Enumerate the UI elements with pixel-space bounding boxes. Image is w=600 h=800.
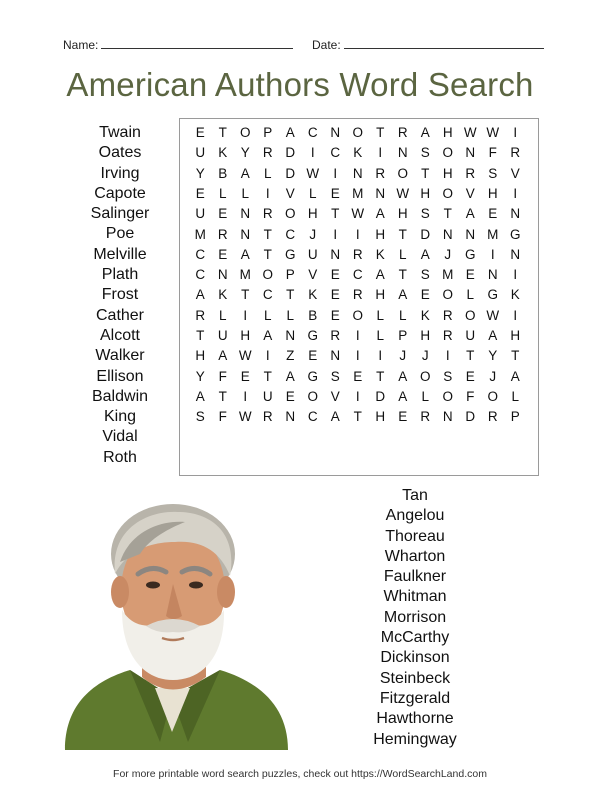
grid-letter: L (376, 307, 384, 323)
grid-letter: U (465, 328, 476, 343)
grid-letter: H (442, 165, 453, 181)
grid-letter: U (195, 145, 206, 161)
grid-letter: G (487, 287, 498, 303)
grid-letter: N (442, 409, 453, 425)
grid-letter: H (420, 328, 431, 343)
grid-letter: R (420, 409, 431, 425)
grid-letter: S (420, 267, 430, 283)
word-list-item: Twain (99, 124, 141, 141)
word-list-left (80, 123, 160, 468)
grid-letter: S (330, 368, 340, 384)
grid-letter: I (513, 307, 518, 323)
grid-letter: R (510, 145, 521, 161)
grid-letter: I (513, 267, 518, 283)
word-list-item: Frost (101, 286, 139, 304)
word-list-right (355, 486, 475, 750)
grid-letter: A (330, 409, 340, 425)
grid-letter: E (353, 368, 363, 384)
grid-letter: C (195, 246, 206, 262)
grid-letter: O (442, 145, 453, 161)
grid-letter: A (510, 368, 520, 384)
grid-letter: M (194, 226, 206, 242)
grid-letter: O (307, 388, 318, 404)
grid-letter: M (442, 267, 454, 283)
grid-letter: B (218, 165, 228, 181)
grid-letter: N (285, 409, 296, 425)
date-line (344, 38, 544, 49)
grid-letter: O (352, 125, 363, 140)
grid-letter: E (330, 307, 340, 323)
grid-letter: H (240, 328, 251, 343)
grid-letter: N (352, 165, 363, 181)
grid-letter: J (399, 348, 407, 364)
grid-letter: N (330, 348, 341, 364)
grid-letter: G (307, 328, 318, 343)
grid-letter: T (376, 125, 385, 140)
grid-letter: N (397, 145, 408, 161)
grid-letter: O (239, 125, 251, 140)
author-portrait (60, 492, 290, 752)
grid-letter: I (355, 348, 360, 364)
grid-letter: D (375, 388, 386, 404)
grid-letter: E (398, 409, 408, 425)
grid-letter: N (510, 206, 521, 222)
word-list-item: King (103, 408, 137, 426)
grid-letter: V (285, 185, 295, 201)
grid-letter: Y (195, 165, 205, 181)
grid-letter: I (513, 185, 518, 201)
grid-letter: H (397, 206, 408, 222)
grid-letter: Y (195, 368, 205, 384)
word-list-item: Oates (98, 144, 142, 162)
grid-letter: D (285, 165, 296, 181)
grid-letter: K (420, 307, 430, 323)
footer-note: For more printable word search puzzles, check out https://WordSearchLand.com (113, 768, 487, 780)
grid-letter: I (355, 388, 360, 404)
word-list-item: Steinbeck (379, 669, 451, 687)
word-list-item: McCarthy (380, 629, 450, 647)
grid-letter: G (307, 368, 318, 384)
grid-letter: L (263, 165, 272, 181)
grid-letter: G (464, 246, 476, 262)
grid-letter: A (398, 287, 408, 303)
grid-letter: I (445, 348, 450, 364)
grid-letter: G (284, 246, 296, 262)
grid-letter: H (375, 226, 386, 242)
grid-letter: R (352, 287, 363, 303)
grid-letter: F (466, 388, 475, 404)
grid-letter: W (463, 125, 477, 140)
grid-letter: L (398, 307, 407, 323)
grid-letter: L (511, 388, 519, 404)
word-list-item: Salinger (90, 205, 150, 223)
grid-letter: T (331, 206, 340, 222)
grid-letter: I (310, 145, 315, 161)
grid-letter: K (375, 246, 385, 262)
grid-letter: L (263, 307, 272, 323)
grid-letter: H (375, 409, 386, 425)
grid-letter: H (420, 185, 431, 201)
grid-letter: R (330, 328, 341, 343)
grid-letter: I (265, 185, 270, 201)
grid-letter: I (243, 388, 248, 404)
grid-letter: A (398, 388, 408, 404)
grid-letter: F (488, 145, 497, 161)
word-list-item: Angelou (385, 507, 445, 525)
grid-letter: A (195, 287, 205, 303)
grid-letter: D (465, 409, 476, 425)
grid-letter: T (443, 206, 452, 222)
grid-letter: N (465, 145, 476, 161)
grid-letter: S (488, 165, 498, 181)
grid-letter: B (308, 307, 318, 323)
date-field (312, 38, 544, 52)
grid-letter: R (262, 145, 273, 161)
grid-letter: V (510, 165, 520, 181)
grid-letter: C (262, 287, 273, 303)
grid-letter: L (218, 185, 227, 201)
grid-letter: P (510, 409, 520, 425)
grid-letter: A (285, 125, 295, 140)
grid-letter: R (442, 328, 453, 343)
grid-letter: J (421, 348, 429, 364)
grid-letter: N (510, 246, 521, 262)
grid-letter: I (355, 328, 360, 343)
grid-letter: H (442, 125, 453, 140)
grid-letter: S (420, 145, 430, 161)
grid-letter: J (309, 226, 317, 242)
grid-letter: H (375, 287, 386, 303)
grid-letter: R (262, 409, 273, 425)
grid-letter: U (307, 246, 318, 262)
grid-letter: R (442, 307, 453, 323)
grid-letter: S (443, 368, 453, 384)
word-search-grid (179, 118, 539, 476)
grid-letter: I (378, 145, 383, 161)
word-list-item: Roth (103, 448, 137, 466)
grid-letter: W (306, 165, 320, 181)
grid-letter: A (488, 328, 498, 343)
grid-letter: S (195, 409, 205, 425)
bearded-author-portrait (60, 492, 290, 752)
grid-letter: E (285, 388, 295, 404)
grid-letter: W (486, 307, 500, 323)
grid-letter: E (308, 348, 318, 364)
grid-letter: W (486, 125, 500, 140)
grid-letter: Y (240, 145, 250, 161)
grid-letter: J (444, 246, 452, 262)
grid-letter: F (218, 409, 227, 425)
word-list-item: Melville (93, 245, 147, 263)
grid-letter: T (286, 287, 295, 303)
grid-letter: C (195, 267, 206, 283)
word-list-item: Fitzgerald (379, 689, 451, 707)
grid-letter: I (355, 226, 360, 242)
grid-letter: O (397, 165, 408, 181)
grid-letter: D (420, 226, 431, 242)
name-field (63, 38, 293, 52)
word-list-item: Baldwin (91, 387, 149, 405)
grid-letter: N (375, 185, 386, 201)
grid-letter: V (330, 388, 340, 404)
grid-letter: A (263, 328, 273, 343)
word-list-item: Walker (95, 347, 145, 365)
grid-letter: T (218, 388, 227, 404)
grid-letter: V (465, 185, 475, 201)
grid-letter: O (419, 368, 431, 384)
grid-letter: H (510, 328, 521, 343)
grid-letter: G (509, 226, 521, 242)
grid-letter: M (239, 267, 251, 283)
grid-letter: U (195, 206, 206, 222)
word-list-item: Hawthorne (376, 710, 454, 728)
grid-letter: L (218, 307, 227, 323)
word-list-item: Thoreau (385, 527, 445, 545)
grid-letter: E (420, 287, 430, 303)
grid-letter: T (263, 368, 272, 384)
grid-letter: E (218, 246, 228, 262)
grid-letter: H (487, 185, 498, 201)
grid-letter: E (488, 206, 498, 222)
grid-letter: E (218, 206, 228, 222)
word-list-item: Plath (101, 266, 139, 284)
grid-letter: N (240, 226, 251, 242)
grid-letter: J (489, 368, 497, 384)
grid-letter: M (487, 226, 499, 242)
grid-letter: T (241, 287, 250, 303)
grid-letter: S (420, 206, 430, 222)
grid-letter: T (353, 409, 362, 425)
grid-letter: N (330, 125, 341, 140)
grid-letter: O (442, 185, 453, 201)
grid-letter: O (442, 388, 453, 404)
grid-letter: O (464, 307, 476, 323)
grid-letter: V (308, 267, 318, 283)
word-list-item: Whitman (383, 588, 447, 606)
grid-letter: O (284, 206, 296, 222)
grid-letter: T (398, 226, 407, 242)
grid-letter: M (352, 185, 364, 201)
word-list-item: Hemingway (373, 730, 457, 748)
grid-letter: E (330, 267, 340, 283)
grid-letter: H (195, 348, 206, 364)
word-list-item: Faulkner (383, 568, 447, 586)
grid-letter: T (511, 348, 520, 364)
grid-letter: O (442, 287, 453, 303)
grid-letter: E (330, 287, 340, 303)
word-list-item: Tan (402, 487, 428, 504)
grid-letter: L (376, 328, 384, 343)
grid-letter: A (240, 246, 250, 262)
grid-letter: Y (488, 348, 498, 364)
grid-letter: E (465, 267, 475, 283)
grid-letter: R (262, 206, 273, 222)
grid-letter: E (195, 125, 205, 140)
word-list-item: Alcott (99, 326, 140, 344)
grid-letter: O (352, 307, 363, 323)
word-list-item: Capote (94, 184, 146, 202)
grid-letter: C (352, 267, 363, 283)
grid-letter: A (240, 165, 250, 181)
grid-letter: N (487, 267, 498, 283)
grid-letter: T (466, 348, 475, 364)
grid-letter: L (241, 185, 249, 201)
grid-letter: N (442, 226, 453, 242)
grid-letter: K (218, 287, 228, 303)
grid-letter: N (330, 246, 341, 262)
grid-letter: C (307, 125, 318, 140)
grid-letter: I (378, 348, 383, 364)
grid-letter: Z (286, 348, 295, 364)
grid-letter: A (420, 125, 430, 140)
grid-letter: K (353, 145, 363, 161)
grid-letter: C (330, 145, 341, 161)
grid-letter: C (285, 226, 296, 242)
grid-letter: W (396, 185, 410, 201)
grid-letter: R (487, 409, 498, 425)
word-list-item: Dickinson (380, 649, 450, 667)
grid-letter: P (285, 267, 295, 283)
word-list-item: Vidal (102, 428, 138, 446)
grid-letter: W (351, 206, 365, 222)
word-list-item: Cather (95, 306, 145, 324)
grid-letter: H (307, 206, 318, 222)
grid-letter: T (263, 246, 272, 262)
grid-letter: A (375, 206, 385, 222)
grid-letter: F (218, 368, 227, 384)
grid-letter: K (510, 287, 520, 303)
grid-letter: R (397, 125, 408, 140)
grid-letter: I (490, 246, 495, 262)
grid-letter: N (465, 226, 476, 242)
word-list-item: Morrison (383, 608, 447, 626)
grid-letter: L (421, 388, 429, 404)
grid-letter: T (398, 267, 407, 283)
grid-letter: I (333, 226, 338, 242)
grid-letter: C (307, 409, 318, 425)
grid-letter: A (398, 368, 408, 384)
grid-letter: L (398, 246, 407, 262)
grid-letter: A (465, 206, 475, 222)
grid-letter: A (375, 267, 385, 283)
name-label: Name: (63, 38, 99, 52)
grid-letter: E (195, 185, 205, 201)
grid-letter: A (195, 388, 205, 404)
word-list-item: Ellison (96, 367, 144, 385)
grid-letter: I (513, 125, 518, 140)
date-label: Date: (312, 38, 341, 52)
grid-letter: P (263, 125, 273, 140)
grid-letter: E (240, 368, 250, 384)
name-line (101, 38, 293, 49)
grid-letter: N (217, 267, 228, 283)
grid-letter: L (308, 185, 317, 201)
word-list-item: Poe (105, 225, 135, 243)
grid-letter: N (285, 328, 296, 343)
grid-letter: O (487, 388, 498, 404)
grid-letter: I (265, 348, 270, 364)
grid-letter: W (238, 409, 252, 425)
grid-letter: R (217, 226, 228, 242)
grid-letter: R (195, 307, 206, 323)
grid-letter: I (243, 307, 248, 323)
grid-letter: W (238, 348, 252, 364)
grid-letter: K (308, 287, 318, 303)
word-list-item: Wharton (384, 547, 446, 565)
grid-letter: R (352, 246, 363, 262)
grid-letter: U (217, 328, 228, 343)
grid-letter: O (262, 267, 273, 283)
grid-letter: T (263, 226, 272, 242)
grid-letter: T (421, 165, 430, 181)
grid-letter: R (375, 165, 386, 181)
grid-letter: L (286, 307, 294, 323)
grid-letter: K (218, 145, 228, 161)
grid-letter: E (465, 368, 475, 384)
word-list-item: Irving (100, 164, 140, 182)
grid-letter: T (218, 125, 227, 140)
grid-letter: T (196, 328, 205, 343)
grid-letter: I (333, 165, 338, 181)
grid-letter: A (420, 246, 430, 262)
grid-letter: E (330, 185, 340, 201)
grid-letter: A (285, 368, 295, 384)
grid-letter: P (398, 328, 408, 343)
grid-letter: D (285, 145, 296, 161)
grid-letter: A (218, 348, 228, 364)
grid-letter: U (262, 388, 273, 404)
page-title: American Authors Word Search (66, 66, 534, 103)
grid-letter: R (465, 165, 476, 181)
grid-letter: T (376, 368, 385, 384)
grid-letter: N (240, 206, 251, 222)
grid-letter: L (466, 287, 474, 303)
